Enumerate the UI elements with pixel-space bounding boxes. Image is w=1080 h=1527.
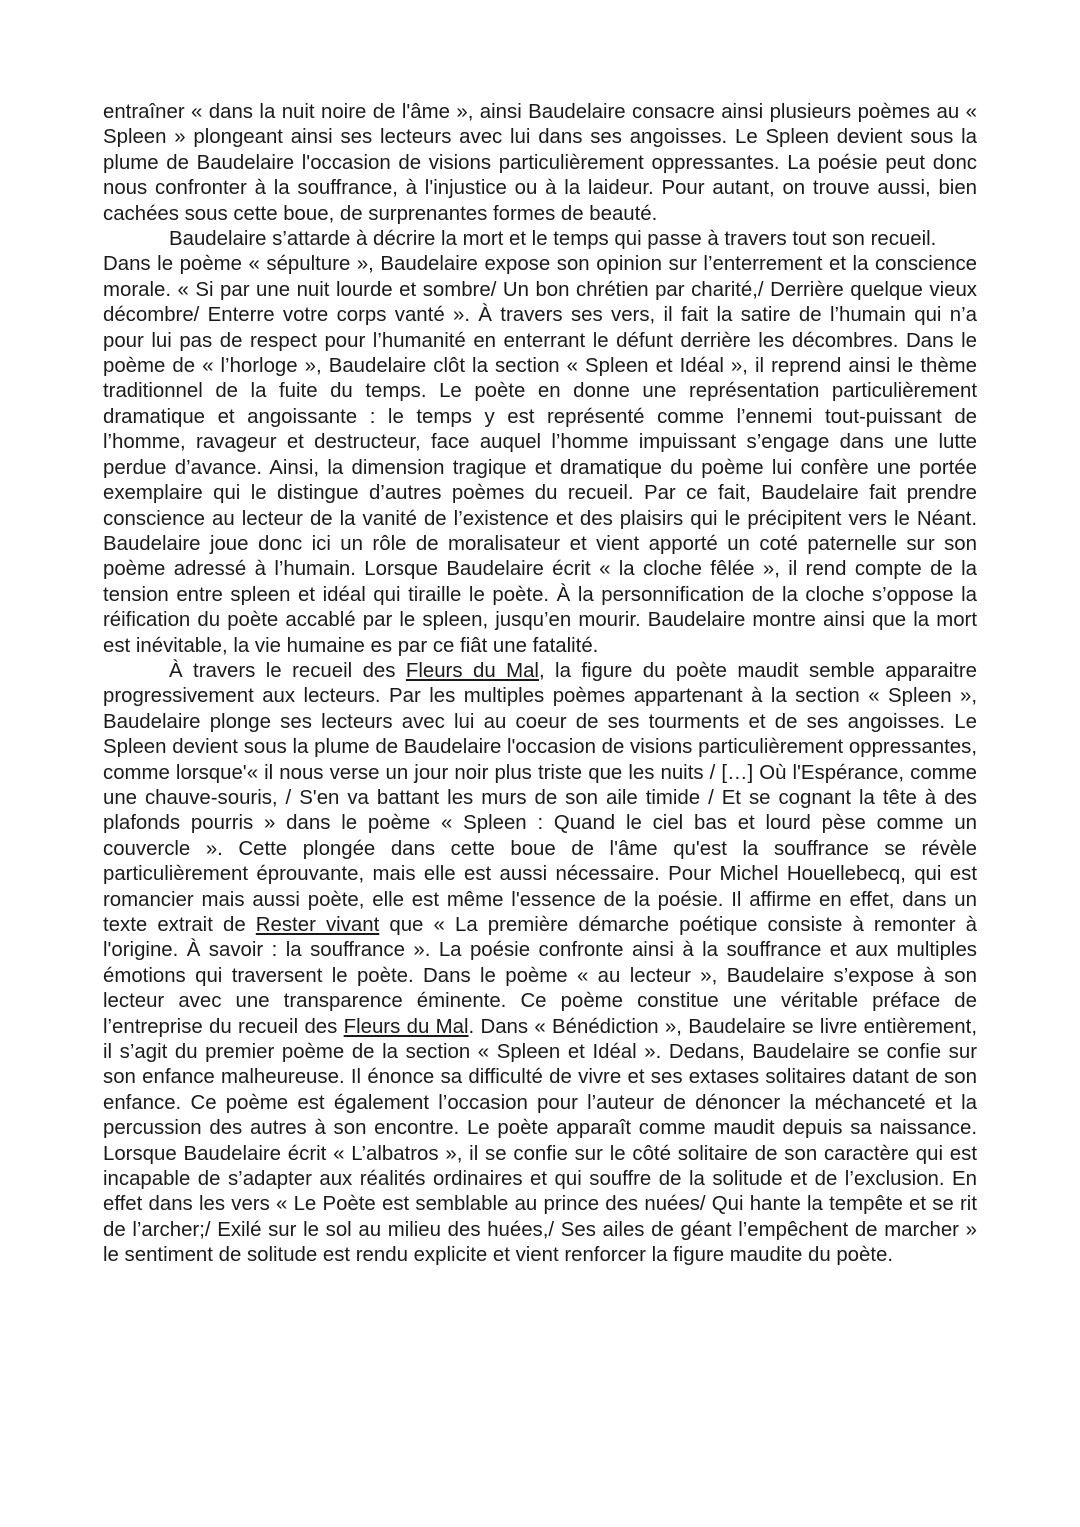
book-title-rester-vivant: Rester vivant	[255, 914, 380, 936]
paragraph-text: , la figure du poète maudit semble apparaitre progressivement aux lecteurs. Par les multiples poèmes appartenant à la section « Spleen », Baudelaire plonge ses lecteurs avec lui au coeur de ses tourments et de ses angoisses. Le Spleen devient sous la plume de Baudelaire l'occasion de visions particulièrement oppressantes, comme lorsque'« il nous verse un jour noir plus triste que les nuits / […] Où l'Espérance, comme une chauve-souris, / S'en va battant les murs de son aile timide / Et se cognant la tête à des plafonds pourris » dans le poème « Spleen : Quand le ciel bas et lourd pèse comme un couvercle ». Cette plongée dans cette boue de l'âme qu'est la souffrance se révèle particulièrement éprouvante, mais elle est aussi nécessaire. Pour Michel Houellebecq, qui est romancier mais aussi poète, elle est même l'essence de la poésie. Il affirme en effet, dans un texte extrait de	[103, 659, 977, 936]
paragraph-text: que « La première démarche poétique consiste à remonter à l'origine. À savoir : la souffrance ». La poésie confronte ainsi à la souffrance et aux multiples émotions qui traversent le poète. Dans le poème « au lecteur », Baudelaire s’expose à son lecteur avec une transparence éminente. Ce poème constitue une véritable préface de l’entreprise du recueil des	[103, 914, 977, 1038]
book-title-fleurs-du-mal: Fleurs du Mal	[405, 659, 539, 682]
book-title-fleurs-du-mal: Fleurs du Mal	[343, 1015, 469, 1038]
paragraph-text: Dans le poème « sépulture », Baudelaire expose son opinion sur l’enterrement et la conscience morale. « Si par une nuit lourde et sombre/ Un bon chrétien par charité,/ Derrière quelque vieux décombre/ Enterre votre corps vanté ». À travers ses vers, il fait la satire de l’humain qui n’a pour lui pas de respect pour l’humanité en enterrant le défunt derrière les décombres. Dans le poème de « l’horloge », Baudelaire clôt la section « Spleen et Idéal », il reprend ainsi le thème traditionnel de la fuite du temps. Le poète en donne une représentation particulièrement dramatique et angoissante : le temps y est représenté comme l’ennemi tout-puissant de l’homme, ravageur et destructeur, face auquel l’homme impuissant s’engage dans une lutte perdue d’avance. Ainsi, la dimension tragique et dramatique du poème lui confère une portée exemplaire qui le distingue d’autres poèmes du recueil. Par ce fait, Baudelaire fait prendre conscience au lecteur de la vanité de l’existence et des plaisirs qui le précipitent vers le Néant. Baudelaire joue donc ici un rôle de moralisateur et vient apporté un coté paternelle sur son poème adressé à l’humain. Lorsque Baudelaire écrit « la cloche fêlée », il rend compte de la tension entre spleen et idéal qui tiraille le poète. À la personnification de la cloche s’oppose la réification du poète accablé par le spleen, jusqu’en mourir. Baudelaire montre ainsi que la mort est inévitable, la vie humaine es par ce fiât une fatalité.	[103, 253, 977, 657]
paragraph-text: . Dans « Bénédiction », Baudelaire se livre entièrement, il s’agit du premier poème de la section « Spleen et Idéal ». Dedans, Baudelaire se confie sur son enfance malheureuse. Il énonce sa difficulté de vivre et ses extases solitaires datant de son enfance. Ce poème est également l’occasion pour l’auteur de dénoncer la méchanceté et la percussion des autres à son encontre. Le poète apparaît comme maudit depuis sa naissance. Lorsque Baudelaire écrit « L’albatros », il se confie sur le côté solitaire de son caractère qui est incapable de s’adapter aux réalités ordinaires et qui souffre de la solitude et de l’exclusion. En effet dans les vers « Le Poète est semblable au prince des nuées/ Qui hante la tempête et se rit de l’archer;/ Exilé sur le sol au milieu des huées,/ Ses ailes de géant l’empêchent de marcher » le sentiment de solitude est rendu explicite et vient renforcer la figure maudite du poète.	[103, 1015, 977, 1267]
paragraph-poete-maudit	[103, 659, 977, 1269]
document-page	[103, 100, 977, 1269]
paragraph-text: Baudelaire s’attarde à décrire la mort et le temps qui passe à travers tout son recueil.	[169, 228, 937, 251]
paragraph-text: À travers le recueil des	[169, 659, 406, 682]
paragraph-sepulture-horloge-cloche	[103, 252, 977, 659]
paragraph-text: entraîner « dans la nuit noire de l'âme », ainsi Baudelaire consacre ainsi plusieurs poèmes au « Spleen » plongeant ainsi ses lecteurs avec lui dans ses angoisses. Le Spleen devient sous la plume de Baudelaire l'occasion de visions particulièrement oppressantes. La poésie peut donc nous confronter à la souffrance, à l'injustice ou à la laideur. Pour autant, on trouve aussi, bien cachées sous cette boue, de surprenantes formes de beauté.	[103, 101, 977, 225]
paragraph-baudelaire-spleen-intro	[103, 100, 977, 227]
paragraph-mort-et-temps	[103, 227, 977, 252]
